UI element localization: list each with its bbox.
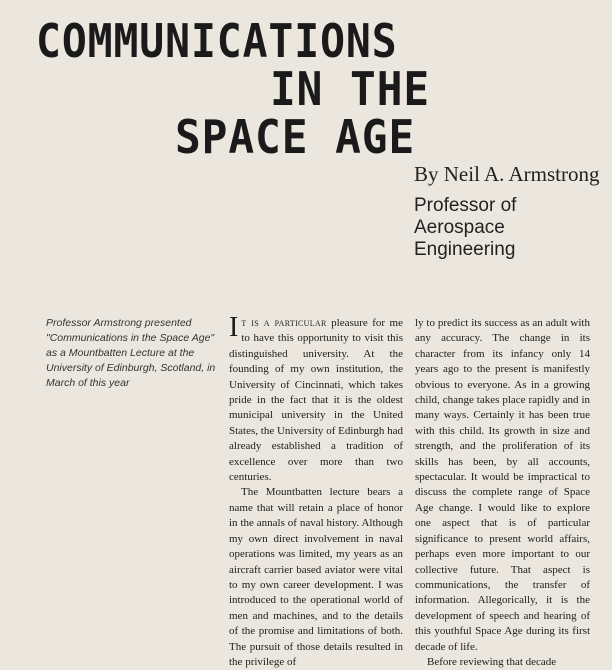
author-role: Professor of Aerospace Engineering (414, 195, 517, 260)
lead-in-smallcaps: t is a particular (241, 317, 327, 329)
intro-note: Professor Armstrong presented "Communications in the Space Age" as a Mountbatten Lecture at the University of Edinburgh, Scotland, in March of this year (46, 317, 216, 389)
body-paragraph-4: Before reviewing that decade (427, 655, 557, 668)
body-column-1 (229, 312, 403, 668)
body-paragraph-2: The Mountbatten lecture bears a name that will retain a place of honor in the annals of naval history. Although my own direct involvement in naval operations was limited, my years as an aircraft carrier based aviator were vital to my own career development. I was introduced to the operational world of men and machines, and to the details of the promise and limitations of both. The pursuit of those details resulted in the privilege of (229, 486, 403, 668)
drop-cap: I (229, 312, 239, 343)
article-title-line-2: IN THE (270, 62, 431, 116)
body-paragraph-1 (229, 312, 403, 485)
author-byline: By Neil A. Armstrong (414, 162, 600, 186)
article-title-line-1: COMMUNICATIONS (36, 14, 398, 68)
article-title-line-3: SPACE AGE (175, 110, 416, 164)
body-paragraph-3: ly to predict its success as an adult with any accuracy. The change in its character from its infancy only 14 years ago to the present is manifestly obvious to everyone. As in a growing child, change takes place rapidly and in many ways. Certainly it has been true with this child. Its growth in size and strength, and the proliferation of its skills has been, by all accounts, spectacular. It would be impractical to discuss the complete range of Space Age change. I would like to explore one aspect that is of particular significance to present world affairs, perhaps even more important to our collective future. That aspect is communications, the transfer of information. Allegorically, it is the development of speech and hearing of this youthful Space Age during its first decade of life. (415, 317, 590, 653)
body-paragraph-1-text: pleasure for me to have this opportunity to visit this distinguished university. At the founding of my own institution, the University of Cincinnati, which takes pride in the fact that it is the oldest municipal university in the United States, the University of Edinburgh had already established a tradition of excellence over more than two centuries. (229, 317, 403, 484)
body-column-2 (415, 316, 590, 668)
